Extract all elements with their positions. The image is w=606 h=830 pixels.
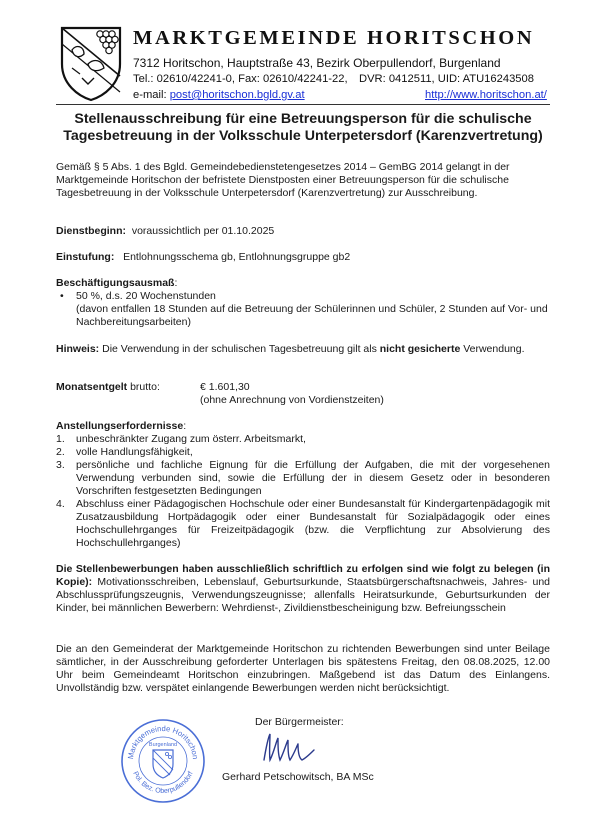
svg-text:Burgenland: Burgenland: [148, 742, 178, 748]
municipality-name: MARKTGEMEINDE HORITSCHON: [133, 27, 535, 49]
handwritten-signature: [258, 730, 318, 766]
hinweis-label: Hinweis:: [56, 343, 100, 355]
header-dvr-uid: DVR: 0412511, UID: ATU16243508: [359, 73, 534, 85]
ausmass-heading: Beschäftigungsausmaß:: [56, 277, 178, 289]
email-label: e-mail:: [133, 89, 167, 101]
monatsentgelt-value: € 1.601,30: [200, 381, 250, 393]
website-link[interactable]: http://www.horitschon.at/: [425, 89, 547, 101]
einstufung-label: Einstufung:: [56, 251, 115, 263]
requirement-number: 1.: [56, 433, 65, 445]
requirement-item: unbeschränkter Zugang zum österr. Arbeitsmarkt,: [76, 433, 306, 445]
requirement-number: 3.: [56, 459, 65, 471]
requirement-item: volle Handlungsfähigkeit,: [76, 446, 193, 458]
dienstbeginn-label: Dienstbeginn:: [56, 225, 126, 237]
svg-text:Pol. Bez. Oberpullendorf: Pol. Bez. Oberpullendorf: [131, 770, 195, 796]
closing-paragraph: Die an den Gemeinderat der Marktgemeinde Horitschon zu richtenden Bewerbungen sind unter Beilage sämtlicher, in der Ausschreibung geforderter Unterlagen bis spätestens Freitag, den 08.08.2025, 12.00 Uhr beim Gemeindeamt Horitschon einzubringen. Maßgebend ist das Datum des Einlangens. Unvollständig bzw. verspätet einlangende Bewerbungen werden nicht berücksichtigt.: [56, 643, 550, 694]
header-web-row: [425, 89, 547, 101]
bewerbung-heading: Die Stellenbewerbungen haben ausschließlich schriftlich zu erfolgen sind wie folgt zu belegen (in Kopie):: [56, 563, 550, 588]
intro-paragraph: Gemäß § 5 Abs. 1 des Bgld. Gemeindebedienstetengesetzes 2014 – GemBG 2014 gelangt in der Marktgemeinde Horitschon der befristete Dienstposten einer Betreuungsperson für die schulische Tagesbetreuung in der Volksschule Unterpetersdorf (Karenzvertretung) zur Ausschreibung.: [56, 161, 510, 199]
header-phone-fax: Tel.: 02610/42241-0, Fax: 02610/42241-22,: [133, 73, 348, 85]
official-seal-icon: [120, 718, 206, 804]
dienstbeginn-value: voraussichtlich per 01.10.2025: [131, 225, 275, 237]
ausmass-bullet: •: [60, 290, 64, 302]
header-email-row: [133, 89, 305, 101]
title-line-2: Tagesbetreuung in der Volksschule Unterpetersdorf (Karenzvertretung): [63, 128, 543, 144]
header-address: 7312 Horitschon, Hauptstraße 43, Bezirk Oberpullendorf, Burgenland: [133, 56, 501, 70]
signature-name: Gerhard Petschowitsch, BA MSc: [222, 771, 374, 783]
ausmass-value: 50 %, d.s. 20 Wochenstunden: [76, 290, 216, 302]
einstufung-row: [56, 251, 550, 264]
requirement-item: persönliche und fachliche Eignung für die Erfüllung der Aufgaben, die mit der vorgesehenen Verwendung verbunden sind, sowie die Erfüllung der in diesem Gesetz oder in besonderen Vorschriften festgesetzten Bedingungen: [76, 459, 550, 497]
title-line-1: Stellenausschreibung für eine Betreuungsperson für die schulische: [74, 111, 532, 127]
ausmass-detail: (davon entfallen 18 Stunden auf die Betreuung der Schülerinnen und Schüler, 2 Stunden auf Vor- und Nachbereitungsarbeiten): [76, 303, 548, 328]
monatsentgelt-note: (ohne Anrechnung von Vordienstzeiten): [200, 394, 384, 406]
anstellung-heading: Anstellungserfordernisse:: [56, 420, 187, 432]
document-title: [56, 111, 550, 145]
hinweis-paragraph: Hinweis: Die Verwendung in der schulischen Tagesbetreuung gilt als nicht gesicherte Verwendung.: [56, 343, 525, 355]
monatsentgelt-label: Monatsentgelt: [56, 381, 128, 393]
dienstbeginn-row: [56, 225, 550, 238]
coat-of-arms-icon: [58, 24, 124, 102]
email-link[interactable]: post@horitschon.bgld.gv.at: [169, 89, 305, 101]
requirement-number: 2.: [56, 446, 65, 458]
requirement-item: Abschluss einer Pädagogischen Hochschule oder einer Bundesanstalt für Kindergartenpädagogik mit Zusatzausbildung Hortpädagogik oder einer Bundesanstalt für Sozialpädagogik oder eines Hochschullehrganges für Freizeitpädagogik (bzw. die Verpflichtung zur Absolvierung des Hochschullehrganges): [76, 498, 550, 549]
einstufung-value: Entlohnungsschema gb, Entlohnungsgruppe gb2: [123, 251, 351, 263]
bewerbung-paragraph: [56, 563, 550, 615]
header-divider: [56, 104, 550, 105]
bewerbung-documents: Motivationsschreiben, Lebenslauf, Geburtsurkunde, Staatsbürgerschaftsnachweis, Jahres- und Abschlussprüfungszeugnis, Verwendungszeugnisse; allenfalls Heiratsurkunde, Geburtsurkunden der Kinder, bei männlichen Bewerbern: Wehrdienst-, Zivildienstbescheinigung bzw. Befreiungsschein: [56, 576, 551, 614]
requirement-number: 4.: [56, 498, 65, 510]
svg-text:Marktgemeinde Horitschon: Marktgemeinde Horitschon: [125, 723, 200, 760]
monatsentgelt-row: Monatsentgelt brutto:: [56, 381, 160, 393]
signature-role: Der Bürgermeister:: [255, 716, 344, 728]
